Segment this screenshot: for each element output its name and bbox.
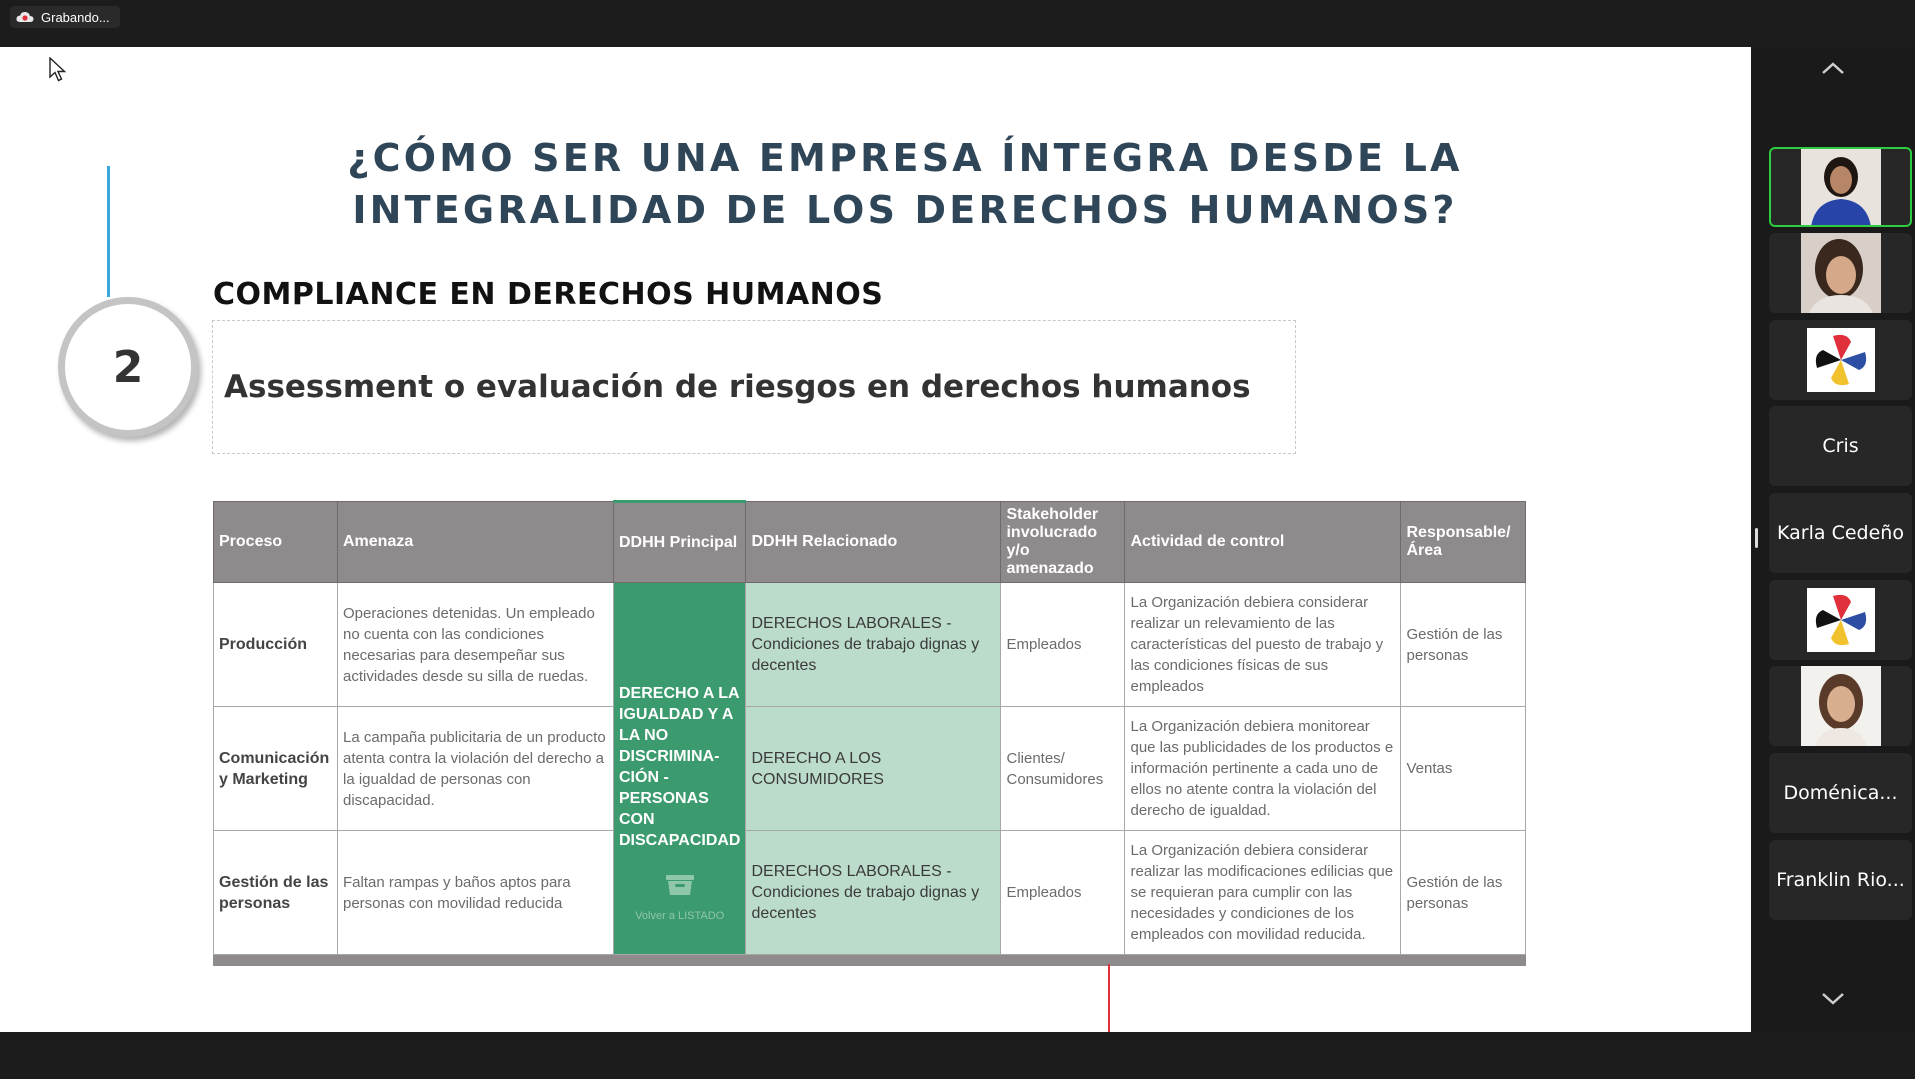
participant-name: Doménica... <box>1783 782 1898 804</box>
cell-amenaza: Faltan rampas y baños aptos para personas con movilidad reducida <box>338 831 614 955</box>
assessment-text: Assessment o evaluación de riesgos en derechos humanos <box>224 369 1251 405</box>
header-ddhh-relacionado: DDHH Relacionado <box>746 502 1001 583</box>
assessment-box <box>212 320 1296 454</box>
shared-slide <box>0 47 1751 1032</box>
participant-video-woman-3-icon <box>1801 666 1881 746</box>
table-header-row <box>214 502 1526 583</box>
table-row <box>214 707 1526 831</box>
header-proceso: Proceso <box>214 502 338 583</box>
table-row <box>214 583 1526 707</box>
risk-assessment-table <box>213 500 1526 966</box>
participant-tile-active-speaker[interactable] <box>1769 147 1912 227</box>
participant-video-woman-2-icon <box>1801 233 1881 313</box>
chevron-down-icon[interactable] <box>1821 992 1845 1006</box>
header-ddhh-principal: DDHH Principal <box>614 502 746 583</box>
cell-responsable: Gestión de las personas <box>1401 831 1526 955</box>
accent-line <box>107 166 110 297</box>
cloud-record-icon <box>16 11 34 23</box>
table-row <box>214 831 1526 955</box>
top-bar <box>0 0 1915 47</box>
table-footer <box>214 955 1526 966</box>
participant-tile[interactable] <box>1769 406 1912 486</box>
cell-proceso: Producción <box>214 583 338 707</box>
participant-tile[interactable] <box>1769 753 1912 833</box>
cell-stakeholder: Empleados <box>1001 831 1125 955</box>
mouse-cursor-icon <box>49 57 67 83</box>
cell-actividad: La Organización debiera considerar realizar un relevamiento de las características del puesto de trabajo y las condiciones físicas de sus empleados <box>1125 583 1401 707</box>
participant-name: Cris <box>1822 435 1859 457</box>
header-amenaza: Amenaza <box>338 502 614 583</box>
cell-stakeholder: Clientes/ Consumidores <box>1001 707 1125 831</box>
table-footer-row <box>214 955 1526 966</box>
cell-actividad: La Organización debiera monitorear que las publicidades de los productos e información pertinente a cada uno de ellos no atente contra la violación del derecho de igualdad. <box>1125 707 1401 831</box>
participant-tile[interactable] <box>1769 233 1912 313</box>
cell-relacionado: DERECHOS LABORALES - Condiciones de trabajo dignas y decentes <box>746 583 1001 707</box>
participant-tile[interactable] <box>1769 320 1912 400</box>
header-actividad: Actividad de control <box>1125 502 1401 583</box>
recording-label: Grabando... <box>41 9 110 25</box>
participant-name: Franklin Rio... <box>1776 869 1905 891</box>
cell-relacionado: DERECHOS LABORALES - Condiciones de trabajo dignas y decentes <box>746 831 1001 955</box>
slide-title: ¿CÓMO SER UNA EMPRESA ÍNTEGRA DESDE LA INTEGRALIDAD DE LOS DERECHOS HUMANOS? <box>347 136 1463 232</box>
chevron-up-icon[interactable] <box>1821 61 1845 75</box>
cell-relacionado: DERECHO A LOS CONSUMIDORES <box>746 707 1001 831</box>
participant-tile[interactable] <box>1769 666 1912 746</box>
red-marker-line <box>1108 964 1110 1032</box>
back-link-label: Volver a LISTADO <box>635 910 725 922</box>
cell-stakeholder: Empleados <box>1001 583 1125 707</box>
cell-responsable: Ventas <box>1401 707 1526 831</box>
cell-actividad: La Organización debiera considerar realizar las modificaciones edilicias que se requieran para cumplir con las necesidades y condiciones de los empleados con movilidad reducida. <box>1125 831 1401 955</box>
sidebar-resize-handle[interactable] <box>1755 528 1758 548</box>
header-responsable: Responsable/ Área <box>1401 502 1526 583</box>
back-to-list-link[interactable] <box>619 871 740 924</box>
header-stakeholder: Stakeholder involucrado y/o amenazado <box>1001 502 1125 583</box>
step-number-circle <box>58 297 198 437</box>
participant-tile[interactable] <box>1769 840 1912 920</box>
participant-logo-icon <box>1807 328 1875 392</box>
cell-amenaza: La campaña publicitaria de un producto atenta contra la violación del derecho a la igualdad de personas con discapacidad. <box>338 707 614 831</box>
participant-logo-icon <box>1807 588 1875 652</box>
bottom-bar <box>0 1032 1915 1079</box>
cell-ddhh-principal <box>614 583 746 955</box>
participant-name: Karla Cedeño <box>1777 522 1904 544</box>
step-number: 2 <box>112 341 144 393</box>
cell-amenaza: Operaciones detenidas. Un empleado no cuenta con las condiciones necesarias para desempeñar sus actividades desde su silla de ruedas. <box>338 583 614 707</box>
cell-proceso: Gestión de las personas <box>214 831 338 955</box>
participant-tile[interactable] <box>1769 493 1912 573</box>
participant-video-woman-1-icon <box>1801 147 1881 227</box>
participant-tile[interactable] <box>1769 580 1912 660</box>
basket-icon <box>663 871 697 897</box>
principal-text: DERECHO A LA IGUALDAD Y A LA NO DISCRIMINA-CIÓN - PERSONAS CON DISCAPACIDAD <box>619 685 741 849</box>
cell-responsable: Gestión de las personas <box>1401 583 1526 707</box>
cell-proceso: Comunicación y Marketing <box>214 707 338 831</box>
participants-sidebar <box>1751 47 1915 1032</box>
section-subtitle: COMPLIANCE EN DERECHOS HUMANOS <box>213 277 884 312</box>
recording-indicator[interactable] <box>10 6 120 28</box>
